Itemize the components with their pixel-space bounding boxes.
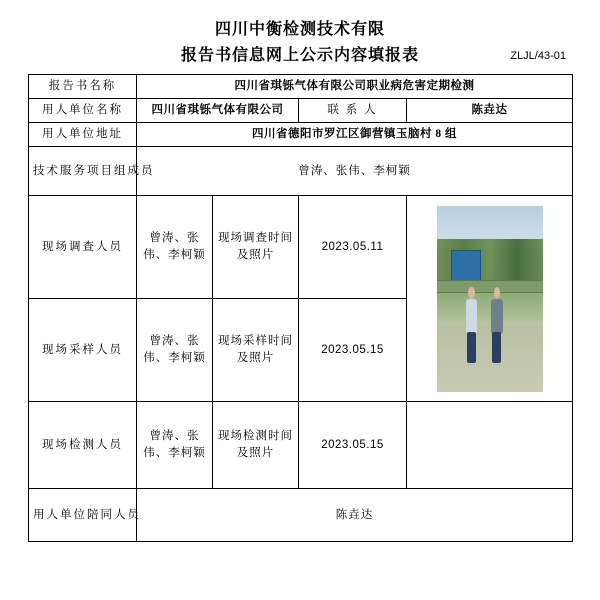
photo-person-right-head	[494, 287, 501, 299]
label-survey-time-photo: 现场调查时间及照片	[213, 196, 299, 299]
document-code: ZLJL/43-01	[510, 50, 566, 62]
value-survey-personnel: 曾涛、张伟、李柯颖	[137, 196, 213, 299]
photo-person-right	[490, 287, 505, 361]
label-employer-address: 用人单位地址	[29, 123, 137, 147]
document-title-line1: 四川中衡检测技术有限	[214, 21, 385, 38]
photo-person-right-legs	[492, 332, 501, 363]
label-testing-time-photo: 现场检测时间及照片	[213, 402, 299, 489]
label-sampling-personnel: 现场采样人员	[29, 299, 137, 402]
value-report-name: 四川省琪铄气体有限公司职业病危害定期检测	[137, 75, 573, 99]
label-testing-personnel: 现场检测人员	[29, 402, 137, 489]
value-sampling-personnel: 曾涛、张伟、李柯颖	[137, 299, 213, 402]
table-row-survey	[29, 196, 573, 299]
photo-person-left-head	[468, 287, 475, 299]
table-row-accompany	[29, 489, 573, 542]
table-row-report-name	[29, 75, 573, 99]
table-row-project-team	[29, 147, 573, 196]
value-sampling-date: 2023.05.15	[299, 299, 407, 402]
document-title-line2: 报告书信息网上公示内容填报表	[180, 47, 419, 64]
value-survey-date: 2023.05.11	[299, 196, 407, 299]
value-contact-person: 陈垚达	[407, 99, 573, 123]
value-accompany-personnel: 陈垚达	[137, 489, 573, 542]
photo-person-left-body	[466, 299, 478, 335]
site-photo	[437, 206, 543, 392]
label-report-name: 报告书名称	[29, 75, 137, 99]
value-testing-date: 2023.05.15	[299, 402, 407, 489]
label-sampling-time-photo: 现场采样时间及照片	[213, 299, 299, 402]
value-testing-personnel: 曾涛、张伟、李柯颖	[137, 402, 213, 489]
value-employer-name: 四川省琪铄气体有限公司	[137, 99, 299, 123]
table-row-testing	[29, 402, 573, 489]
photo-signboard	[451, 250, 481, 282]
photo-person-left-legs	[467, 332, 476, 363]
label-project-team: 技术服务项目组成员	[29, 147, 137, 196]
label-accompany-personnel: 用人单位陪同人员	[29, 489, 137, 542]
site-photo-cell	[407, 196, 573, 402]
report-info-table	[28, 74, 573, 542]
table-row-employer-name	[29, 99, 573, 123]
table-row-employer-address	[29, 123, 573, 147]
document-title-line2-wrapper	[28, 44, 572, 68]
label-contact-person: 联 系 人	[299, 99, 407, 123]
testing-photo-cell-empty	[407, 402, 573, 489]
label-survey-personnel: 现场调查人员	[29, 196, 137, 299]
photo-person-left	[464, 287, 479, 361]
value-project-team: 曾涛、张伟、李柯颖	[137, 147, 573, 196]
label-employer-name: 用人单位名称	[29, 99, 137, 123]
photo-person-right-body	[491, 299, 503, 335]
value-employer-address: 四川省德阳市罗江区御营镇玉脑村 8 组	[137, 123, 573, 147]
